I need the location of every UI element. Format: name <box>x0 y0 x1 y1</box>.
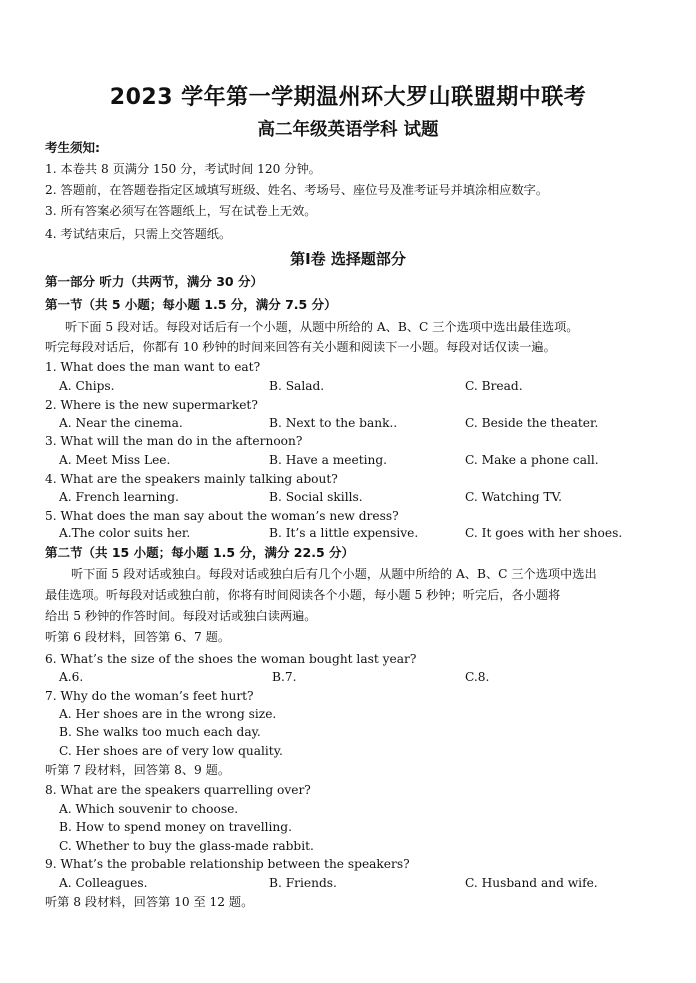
option-c: C.8. <box>465 670 490 684</box>
option-c: C. Bread. <box>465 379 523 393</box>
question-9: 9. What’s the probable relationship between the speakers? <box>45 857 410 871</box>
option-b: B. It’s a little expensive. <box>269 526 419 540</box>
part1-heading: 第一部分 听力（共两节，满分 30 分） <box>45 274 263 289</box>
option-b: B. Friends. <box>269 876 337 890</box>
option-b: B. Next to the bank.. <box>269 416 398 430</box>
section2-instruction: 听下面 5 段对话或独白。每段对话或独白后有几个小题，从题中所给的 A、B、C 三个选项中选出 <box>71 567 597 581</box>
option-c: C. Make a phone call. <box>465 453 599 467</box>
option-b: B. Salad. <box>269 379 325 393</box>
section2-heading: 第二节（共 15 小题；每小题 1.5 分，满分 22.5 分） <box>45 545 354 560</box>
question-5: 5. What does the man say about the woman’s new dress? <box>45 509 399 523</box>
section1-instruction: 听下面 5 段对话。每段对话后有一个小题，从题中所给的 A、B、C 三个选项中选出最佳选项。 <box>65 320 579 334</box>
option-b: B. She walks too much each day. <box>59 725 261 739</box>
option-c: C. Husband and wife. <box>465 876 598 890</box>
question-2: 2. Where is the new supermarket? <box>45 398 258 412</box>
option-a: A. Which souvenir to choose. <box>59 802 239 816</box>
option-c: C. Her shoes are of very low quality. <box>59 744 283 758</box>
volume-title: 第Ⅰ卷 选择题部分 <box>290 250 406 268</box>
notice-item: 3. 所有答案必须写在答题纸上，写在试卷上无效。 <box>45 204 317 218</box>
material-8: 听第 8 段材料，回答第 10 至 12 题。 <box>45 895 254 909</box>
question-8: 8. What are the speakers quarrelling over? <box>45 783 311 797</box>
option-b: B. Social skills. <box>269 490 363 504</box>
section2-instruction: 最佳选项。听每段对话或独白前，你将有时间阅读各个小题，每小题 5 秒钟；听完后，各小题将 <box>45 588 561 602</box>
question-7: 7. Why do the woman’s feet hurt? <box>45 689 254 703</box>
option-a: A. French learning. <box>59 490 179 504</box>
material-6: 听第 6 段材料，回答第 6、7 题。 <box>45 630 231 644</box>
exam-subtitle: 高二年级英语学科 试题 <box>257 120 439 140</box>
option-c: C. Beside the theater. <box>465 416 599 430</box>
option-c: C. Whether to buy the glass-made rabbit. <box>59 839 314 853</box>
option-b: B. How to spend money on travelling. <box>59 820 292 834</box>
option-a: A. Colleagues. <box>59 876 148 890</box>
question-4: 4. What are the speakers mainly talking about? <box>45 472 338 486</box>
option-a: A.6. <box>59 670 84 684</box>
option-b: B. Have a meeting. <box>269 453 388 467</box>
notice-heading: 考生须知: <box>45 140 100 155</box>
option-a: A.The color suits her. <box>59 526 191 540</box>
option-c: C. Watching TV. <box>465 490 563 504</box>
option-a: A. Her shoes are in the wrong size. <box>59 707 277 721</box>
section2-instruction: 给出 5 秒钟的作答时间。每段对话或独白读两遍。 <box>45 609 317 623</box>
option-a: A. Meet Miss Lee. <box>59 453 171 467</box>
question-3: 3. What will the man do in the afternoon? <box>45 434 303 448</box>
question-1: 1. What does the man want to eat? <box>45 360 261 374</box>
option-a: A. Near the cinema. <box>59 416 183 430</box>
option-c: C. It goes with her shoes. <box>465 526 623 540</box>
question-6: 6. What’s the size of the shoes the woman bought last year? <box>45 652 417 666</box>
option-b: B.7. <box>272 670 297 684</box>
option-a: A. Chips. <box>59 379 115 393</box>
exam-title: 2023 学年第一学期温州环大罗山联盟期中联考 <box>109 85 587 110</box>
notice-item: 1. 本卷共 8 页满分 150 分，考试时间 120 分钟。 <box>45 162 321 176</box>
section1-instruction: 听完每段对话后，你都有 10 秒钟的时间来回答有关小题和阅读下一小题。每段对话仅读一遍。 <box>45 340 556 354</box>
notice-item: 4. 考试结束后，只需上交答题纸。 <box>45 227 232 241</box>
material-7: 听第 7 段材料，回答第 8、9 题。 <box>45 763 231 777</box>
section1-heading: 第一节（共 5 小题；每小题 1.5 分，满分 7.5 分） <box>45 297 337 312</box>
notice-item: 2. 答题前，在答题卷指定区域填写班级、姓名、考场号、座位号及准考证号并填涂相应数字。 <box>45 183 549 197</box>
